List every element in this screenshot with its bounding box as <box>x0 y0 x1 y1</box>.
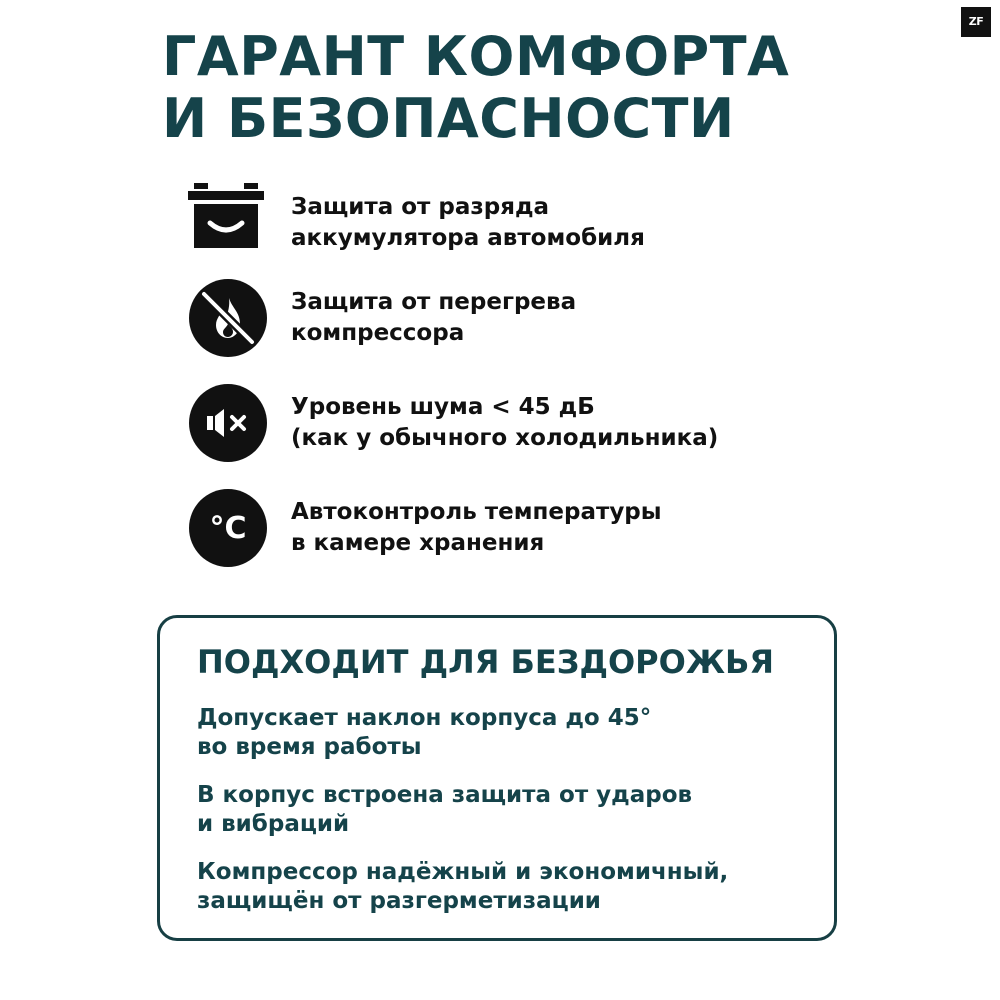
offroad-item-line-1: В корпус встроена защита от ударов <box>197 782 693 808</box>
offroad-item-tilt <box>197 704 651 762</box>
feature-text <box>291 192 645 254</box>
feature-battery-protection <box>188 183 828 263</box>
page-title-line-2: И БЕЗОПАСНОСТИ <box>162 87 735 150</box>
offroad-item-line-1: Компрессор надёжный и экономичный, <box>197 859 729 885</box>
feature-line-1: Автоконтроль температуры <box>291 499 662 525</box>
offroad-item-line-2: защищён от разгерметизации <box>197 888 601 914</box>
no-fire-icon <box>188 278 268 358</box>
battery-icon <box>188 183 268 263</box>
offroad-item-line-2: во время работы <box>197 734 422 760</box>
offroad-title: ПОДХОДИТ ДЛЯ БЕЗДОРОЖЬЯ <box>197 643 775 681</box>
offroad-item-line-1: Допускает наклон корпуса до 45° <box>197 705 652 731</box>
feature-line-2: в камере хранения <box>291 530 545 556</box>
feature-text <box>291 287 576 349</box>
feature-line-1: Защита от перегрева <box>291 289 577 315</box>
feature-line-1: Защита от разряда <box>291 194 550 220</box>
feature-line-2: аккумулятора автомобиля <box>291 225 645 251</box>
feature-text <box>291 497 662 559</box>
offroad-item-shock <box>197 781 692 839</box>
page-title-line-1: ГАРАНТ КОМФОРТА <box>162 25 790 88</box>
brand-logo: ZF <box>961 7 991 37</box>
mute-speaker-icon <box>188 383 268 463</box>
feature-line-2: (как у обычного холодильника) <box>291 425 719 451</box>
feature-temperature-control <box>188 488 828 568</box>
feature-text <box>291 392 718 454</box>
feature-line-1: Уровень шума < 45 дБ <box>291 394 595 420</box>
celsius-icon <box>188 488 268 568</box>
page-title <box>162 26 789 150</box>
feature-overheat-protection <box>188 278 828 358</box>
feature-line-2: компрессора <box>291 320 465 346</box>
offroad-panel <box>157 615 837 941</box>
offroad-item-compressor <box>197 858 728 916</box>
celsius-icon-label: °C <box>209 511 247 546</box>
feature-noise-level <box>188 383 828 463</box>
offroad-item-line-2: и вибраций <box>197 811 350 837</box>
